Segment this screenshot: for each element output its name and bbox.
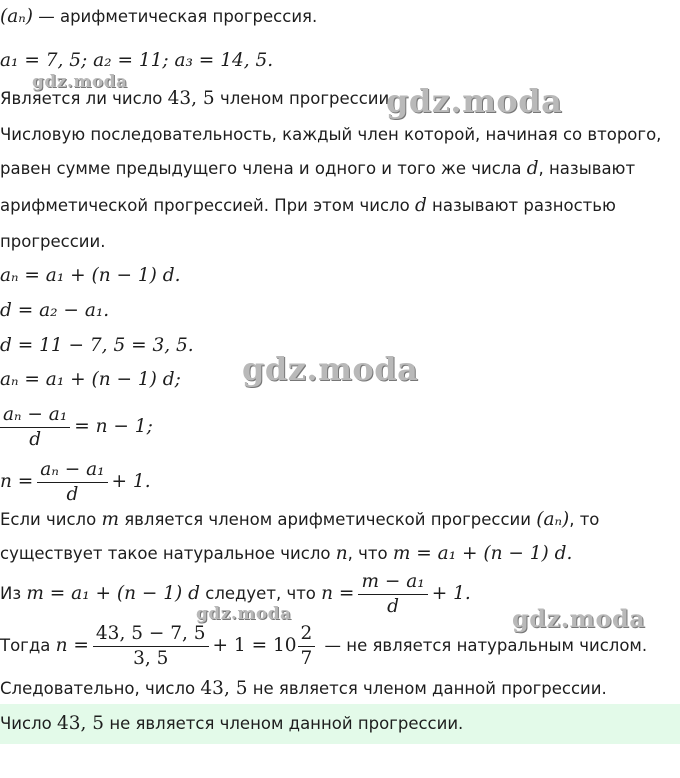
fraction-numerator: aₙ − a₁: [37, 458, 107, 483]
fraction-denominator: 3, 5: [133, 648, 169, 669]
math-given-terms: a₁ = 7, 5; a₂ = 11; a₃ = 14, 5.: [0, 50, 274, 71]
problem-sequence-line: [0, 6, 317, 28]
reasoning-line-1: [0, 509, 599, 531]
fraction-denominator: 7: [300, 648, 313, 669]
fraction-numerator: 43, 5 − 7, 5: [93, 622, 209, 647]
watermark: gdz.moda: [512, 604, 646, 633]
fraction-denominator: d: [29, 429, 42, 450]
text: прогрессии.: [0, 232, 106, 251]
math-n: n: [335, 543, 348, 564]
text: следует, что: [200, 584, 322, 603]
math-number: 43, 5: [57, 713, 105, 734]
math-m-formula: m = a₁ + (n − 1) d.: [392, 543, 573, 564]
answer-line: [0, 713, 463, 735]
text: , то: [569, 510, 600, 529]
watermark: gdz.moda: [386, 82, 563, 120]
mixed-fraction: [298, 622, 316, 671]
watermark: gdz.moda: [242, 350, 419, 388]
math-m: m: [101, 509, 119, 530]
fraction: [0, 403, 70, 452]
formula-nth-term-repeat: [0, 369, 181, 391]
math-sequence: (aₙ): [536, 509, 570, 530]
formula-difference: [0, 300, 109, 322]
given-terms-line: [0, 50, 273, 72]
formula-difference-value: [0, 335, 194, 357]
text: арифметической прогрессией. При этом число: [0, 196, 415, 215]
definition-line-1: [0, 124, 661, 146]
math-d: d: [526, 158, 539, 179]
watermark: gdz.moda: [196, 604, 292, 624]
fraction-numerator: m − a₁: [358, 570, 427, 595]
text: Тогда: [0, 636, 56, 655]
text: Если число: [0, 510, 102, 529]
math: = n − 1;: [74, 416, 153, 437]
math-d: d: [414, 195, 427, 216]
fraction: [37, 458, 107, 507]
formula-fraction-n-minus-1: [0, 403, 153, 452]
text: называют разностью: [426, 196, 616, 215]
math: n =: [55, 635, 89, 656]
math-number: 43, 5: [200, 678, 248, 699]
text: Число: [0, 714, 57, 733]
text: существует такое натуральное число: [0, 544, 336, 563]
definition-line-3: [0, 195, 616, 217]
text: — не является натуральным числом.: [319, 636, 648, 655]
text: Является ли число: [0, 89, 168, 108]
conclusion-line: [0, 678, 607, 700]
math: aₙ = a₁ + (n − 1) d.: [0, 265, 181, 286]
math: + 1.: [111, 471, 151, 492]
text: Следовательно, число: [0, 679, 201, 698]
fraction-denominator: d: [387, 596, 399, 617]
math: + 1.: [431, 583, 471, 604]
answer-box: [0, 704, 680, 744]
fraction-numerator: 2: [298, 622, 316, 647]
definition-line-4: [0, 231, 106, 253]
formula-nth-term: [0, 265, 180, 287]
text: не является членом данной прогрессии.: [247, 679, 607, 698]
definition-line-2: [0, 158, 635, 180]
text: — арифметическая прогрессия.: [32, 7, 318, 26]
math: d = a₂ − a₁.: [0, 300, 110, 321]
text: , называют: [538, 159, 636, 178]
text: Числовую последовательность, каждый член которой, начиная со второго,: [0, 125, 662, 144]
math: n =: [321, 583, 355, 604]
text: членом прогрессии.: [214, 89, 395, 108]
math-m-formula: m = a₁ + (n − 1) d: [26, 583, 200, 604]
text: не является членом данной прогрессии.: [104, 714, 464, 733]
text: является членом арифметической прогрессии: [119, 510, 537, 529]
text: равен сумме предыдущего члена и одного и того же числа: [0, 159, 527, 178]
fraction-denominator: d: [66, 484, 79, 505]
watermark: gdz.moda: [32, 72, 128, 92]
math-number: 43, 5: [167, 88, 215, 109]
text: , что: [347, 544, 393, 563]
formula-n-expression: [0, 458, 151, 507]
fraction-numerator: aₙ − a₁: [0, 403, 70, 428]
math: n =: [0, 471, 34, 492]
math-sequence: (aₙ): [0, 6, 33, 27]
math: aₙ = a₁ + (n − 1) d;: [0, 369, 181, 390]
reasoning-line-2: [0, 543, 572, 565]
math: + 1 = 10: [212, 635, 297, 656]
math: d = 11 − 7, 5 = 3, 5.: [0, 335, 194, 356]
fraction: [93, 622, 209, 671]
text: Из: [0, 584, 27, 603]
fraction: [358, 570, 427, 619]
